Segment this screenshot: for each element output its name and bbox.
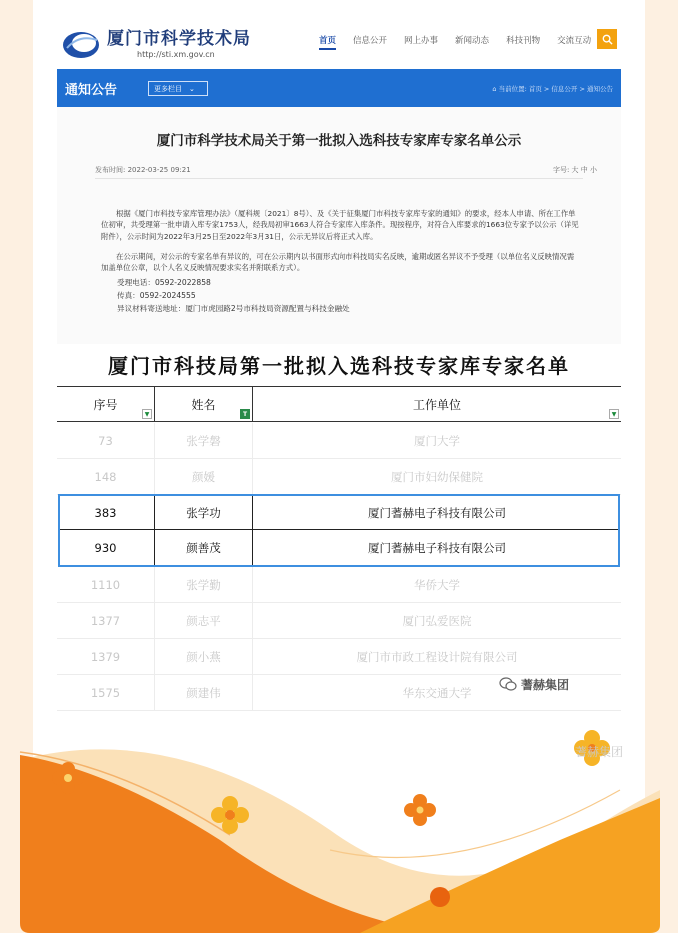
article-paragraph: 根据《厦门市科技专家库管理办法》（厦科规〔2021〕8号）、及《关于征集厦门市科技专家库专家的通知》的要求，经本人申请、所在工作单位初审，共受理第一批申请入库专家1753人，经我局初审1663人符合专家库入库条件。现按程序，对符合入库要求的1663位专家予以公示（详见附件），公示时间为2022年3月25日至2022年3月31日，公示无异议后将正式入库。 <box>101 209 579 241</box>
row-name: 颜志平 <box>155 603 253 639</box>
row-unit: 厦门蓍赫电子科技有限公司 <box>368 541 506 555</box>
nav-publications[interactable]: 科技刊物 <box>506 36 541 46</box>
header-unit <box>253 387 621 421</box>
logo-icon <box>61 28 101 60</box>
row-unit: 厦门蓍赫电子科技有限公司 <box>368 506 506 520</box>
filter-dropdown-icon[interactable]: ▼ <box>609 409 619 419</box>
publish-time: 发布时间: 2022-03-25 09:21 <box>95 166 191 174</box>
chevron-down-icon: ⌄ <box>189 84 195 93</box>
text-filter-icon[interactable]: T <box>240 409 250 419</box>
more-columns-label: 更多栏目 <box>154 84 182 93</box>
dot-icon <box>430 887 450 907</box>
row-name: 颜善茂 <box>155 530 253 566</box>
table-row <box>57 423 621 459</box>
row-number: 930 <box>57 530 155 566</box>
table-row <box>57 459 621 495</box>
row-unit: 厦门市市政工程设计院有限公司 <box>356 650 518 664</box>
table-row <box>57 603 621 639</box>
row-name: 颜建伟 <box>155 675 253 711</box>
header-number <box>57 387 155 421</box>
nav-info[interactable]: 信息公开 <box>353 36 388 46</box>
site-header <box>33 18 645 68</box>
table-header <box>57 386 621 422</box>
row-name: 张学勤 <box>155 567 253 603</box>
more-columns-dropdown[interactable] <box>148 81 208 96</box>
watermark-text: 蓍赫集团 <box>521 678 570 692</box>
article-body <box>57 107 621 344</box>
row-number: 1110 <box>57 567 155 603</box>
header-unit-label: 工作单位 <box>412 397 461 412</box>
divider <box>95 178 583 179</box>
row-name: 张学磐 <box>155 423 253 459</box>
wechat-icon <box>499 677 517 691</box>
search-button[interactable] <box>597 29 617 49</box>
table-row-highlighted <box>57 530 621 566</box>
row-number: 73 <box>57 423 155 459</box>
nav-home[interactable]: 首页 <box>319 34 336 50</box>
row-unit: 华东交通大学 <box>402 686 472 700</box>
row-divider <box>60 529 618 530</box>
expert-table <box>57 344 621 710</box>
filter-dropdown-icon[interactable]: ▼ <box>142 409 152 419</box>
contact-fax: 传真：0592-2024555 <box>117 291 196 300</box>
watermark-text-secondary: 蓍赫集团 <box>575 745 624 759</box>
table-title: 厦门市科技局第一批拟入选科技专家库专家名单 <box>108 354 570 378</box>
row-number: 148 <box>57 459 155 495</box>
table-row-highlighted <box>57 495 621 531</box>
row-number: 383 <box>57 495 155 531</box>
decorative-wave-banner <box>0 730 678 933</box>
header-name-label: 姓名 <box>191 397 216 412</box>
section-title: 通知公告 <box>65 83 118 98</box>
row-number: 1379 <box>57 639 155 675</box>
row-number: 1575 <box>57 675 155 711</box>
site-url: http://sti.xm.gov.cn <box>137 50 215 59</box>
breadcrumb <box>492 84 613 93</box>
font-size-switch[interactable]: 字号: 大 中 小 <box>552 166 597 174</box>
home-icon: ⌂ <box>492 85 499 93</box>
row-unit: 厦门大学 <box>414 434 460 448</box>
row-name: 颜媛 <box>155 459 253 495</box>
row-name: 张学功 <box>155 495 253 531</box>
header-number-label: 序号 <box>93 397 118 412</box>
main-nav <box>319 34 608 50</box>
article-paragraph: 在公示期间，对公示的专家名单有异议的，可在公示期内以书面形式向市科技局实名反映，逾期或匿名异议不予受理（以单位名义反映情况需加盖单位公章，以个人名义反映情况要求实名并附联系方式）。 <box>101 252 575 273</box>
article-title: 厦门市科学技术局关于第一批拟入选科技专家库专家名单公示 <box>156 133 522 149</box>
header-name <box>155 387 253 421</box>
table-row <box>57 567 621 603</box>
table-row <box>57 639 621 675</box>
breadcrumb-text: 当前位置: 首页 > 信息公开 > 通知公告 <box>498 85 613 93</box>
row-unit: 华侨大学 <box>414 578 460 592</box>
section-bar <box>57 69 621 107</box>
row-unit: 厦门市妇幼保健院 <box>391 470 483 484</box>
row-name: 颜小燕 <box>155 639 253 675</box>
contact-address: 异议材料寄送地址：厦门市虎园路2号市科技局资源配置与科技金融处 <box>117 304 350 313</box>
row-number: 1377 <box>57 603 155 639</box>
search-icon <box>602 34 613 45</box>
nav-services[interactable]: 网上办事 <box>404 36 439 46</box>
contact-phone: 受理电话：0592-2022858 <box>117 278 211 287</box>
nav-news[interactable]: 新闻动态 <box>455 36 490 46</box>
site-title: 厦门市科学技术局 <box>107 29 251 49</box>
row-unit: 厦门弘爱医院 <box>402 614 472 628</box>
flower-icon <box>404 794 436 826</box>
nav-interaction[interactable]: 交流互动 <box>557 36 592 46</box>
